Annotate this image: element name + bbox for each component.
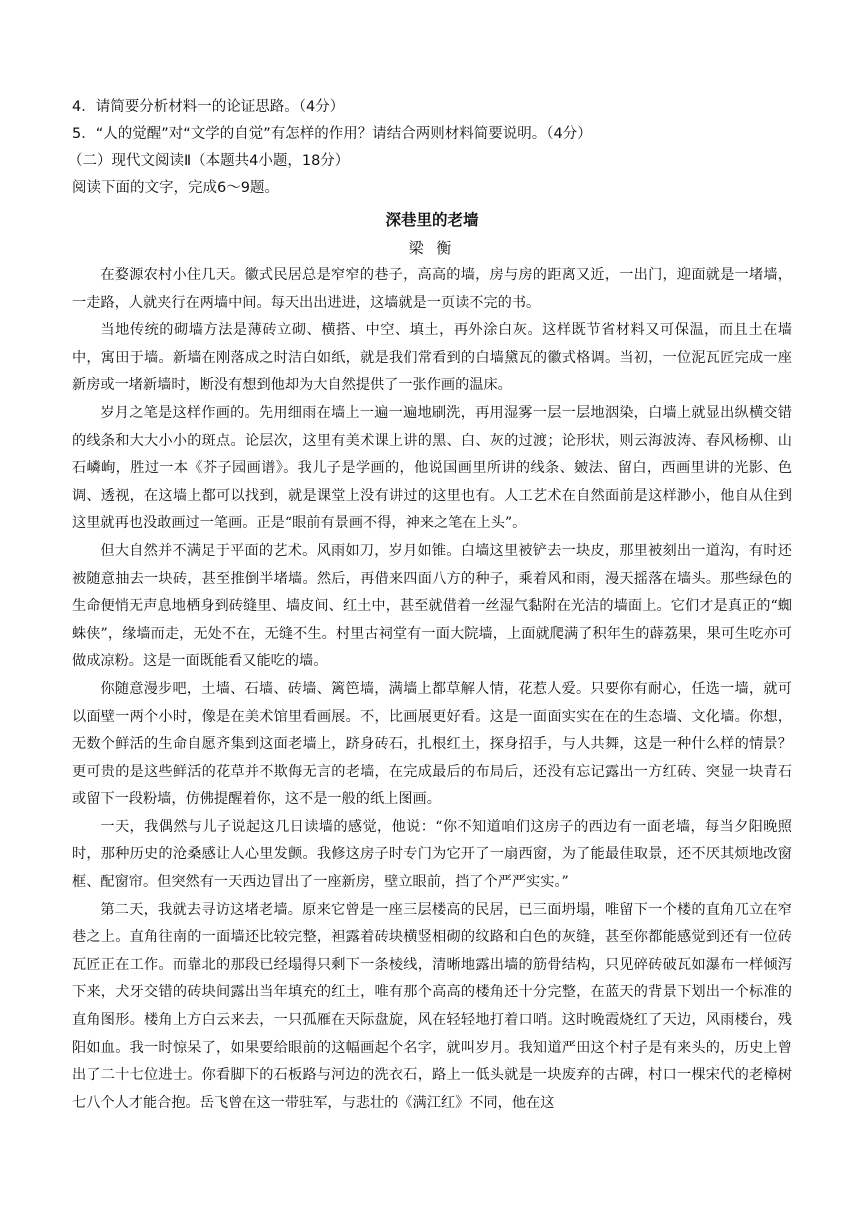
reading-instruction: 阅读下面的文字，完成6～9题。 bbox=[72, 180, 279, 196]
exam-page bbox=[68, 94, 792, 1117]
question-4: 4．请简要分析材料一的论证思路。（4分） bbox=[72, 99, 345, 115]
article-paragraph: 你随意漫步吧，土墙、石墙、砖墙、篱笆墙，满墙上都草解人情，花惹人爱。只要你有耐心，任选一墙，就可以面壁一两个小时，像是在美术馆里看画展。不，比画展更好看。这是一面面实实在在的生态墙、文化墙。你想，无数个鲜活的生命自愿齐集到这面老墙上，跻身砖石，扎根红土，探身招手，与人共舞，这是一种什么样的情景？更可贵的是这些鲜活的花草并不欺侮无言的老墙，在完成最后的布局后，还没有忘记露出一方红砖、突显一块青石或留下一段粉墙，仿佛提醒着你，这不是一般的纸上图画。 bbox=[72, 680, 792, 808]
article-body bbox=[72, 262, 792, 1117]
article-author: 梁 衡 bbox=[408, 239, 456, 257]
article-paragraph: 当地传统的砌墙方法是薄砖立砌、横搭、中空、填土，再外涂白灰。这样既节省材料又可保温，而且土在墙中，寓田于墙。新墙在刚落成之时洁白如纸，就是我们常看到的白墙黛瓦的徽式格调。当初，一位泥瓦匠完成一座新房或一堵新墙时，断没有想到他却为大自然提供了一张作画的温床。 bbox=[72, 322, 792, 394]
section-heading: （二）现代文阅读Ⅱ（本题共4小题，18分） bbox=[68, 153, 350, 169]
article-paragraph: 岁月之笔是这样作画的。先用细雨在墙上一遍一遍地刷洗，再用湿雾一层一层地洇染，白墙上就显出纵横交错的线条和大大小小的斑点。论层次，这里有美术课上讲的黑、白、灰的过渡；论形状，则云海波涛、春风杨柳、山石嶙峋，胜过一本《芥子园画谱》。我儿子是学画的，他说国画里所讲的线条、皴法、留白，西画里讲的光影、色调、透视，在这墙上都可以找到，就是课堂上没有讲过的这里也有。人工艺术在自然面前是这样渺小，他自从住到这里就再也没敢画过一笔画。正是“眼前有景画不得，神来之笔在上头”。 bbox=[72, 404, 792, 532]
article-title: 深巷里的老墙 bbox=[385, 211, 479, 229]
article-paragraph: 第二天，我就去寻访这堵老墙。原来它曾是一座三层楼高的民居，已三面坍塌，唯留下一个楼的直角兀立在窄巷之上。直角往南的一面墙还比较完整，袒露着砖块横竖相砌的纹路和白色的灰缝，甚至你都能感觉到还有一位砖瓦匠正在工作。而靠北的那段已经塌得只剩下一条棱线，清晰地露出墙的筋骨结构，只见碎砖破瓦如瀑布一样倾泻下来，犬牙交错的砖块间露出当年填充的红土，唯有那个高高的楼角还十分完整，在蓝天的背景下划出一个标准的直角图形。楼角上方白云来去，一只孤雁在天际盘旋，风在轻轻地打着口哨。这时晚霞烧红了天边，风雨楼台，残阳如血。我一时惊呆了，如果要给眼前的这幅画起个名字，就叫岁月。我知道严田这个村子是有来头的，历史上曾出了二十七位进士。你看脚下的石板路与河边的洗衣石，路上一低头就是一块废弃的古碑，村口一棵宋代的老樟树七八个人才能合抱。岳飞曾在这一带驻军，与悲壮的《满江红》不同，他在这 bbox=[72, 901, 792, 1111]
article-paragraph: 在婺源农村小住几天。徽式民居总是窄窄的巷子，高高的墙，房与房的距离又近，一出门，迎面就是一堵墙，一走路，人就夹行在两墙中间。每天出出进进，这墙就是一页读不完的书。 bbox=[72, 267, 792, 311]
article-paragraph: 一天，我偶然与儿子说起这几日读墙的感觉，他说：“你不知道咱们这房子的西边有一面老墙，每当夕阳晚照时，那种历史的沧桑感让人心里发颤。我修这房子时专门为它开了一扇西窗，为了能最佳取景，还不厌其烦地改窗框、配窗帘。但突然有一天西边冒出了一座新房，壁立眼前，挡了个严严实实。” bbox=[72, 818, 792, 891]
article-paragraph: 但大自然并不满足于平面的艺术。风雨如刀，岁月如锥。白墙这里被铲去一块皮，那里被刻出一道沟，有时还被随意抽去一块砖，甚至推倒半堵墙。然后，再借来四面八方的种子，乘着风和雨，漫天摇落在墙头。那些绿色的生命便悄无声息地栖身到砖缝里、墙皮间、红土中，甚至就借着一丝湿气黏附在光洁的墙面上。它们才是真正的“蜘蛛侠”，缘墙而走，无处不在，无缝不生。村里古祠堂有一面大院墙，上面就爬满了积年生的薜荔果，果可生吃亦可做成凉粉。这是一面既能看又能吃的墙。 bbox=[72, 542, 792, 670]
question-5: 5．“人的觉醒”对“文学的自觉”有怎样的作用？请结合两则材料简要说明。（4分） bbox=[72, 126, 592, 142]
